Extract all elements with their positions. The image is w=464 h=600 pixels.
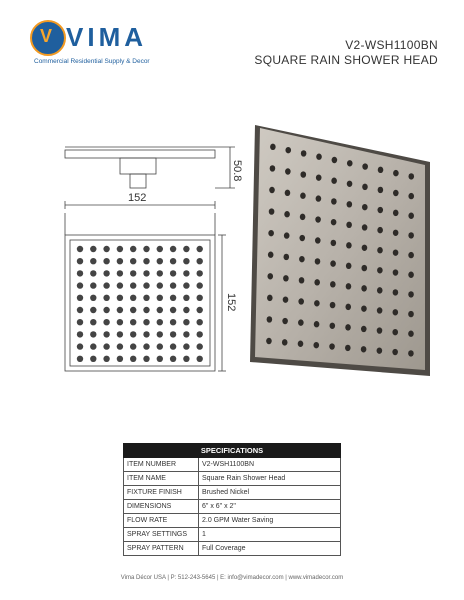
nozzle-hole xyxy=(268,230,274,236)
table-row xyxy=(124,486,341,500)
nozzle-hole xyxy=(77,356,83,362)
nozzle-hole xyxy=(157,295,163,301)
nozzle-hole xyxy=(347,160,353,166)
nozzle-hole xyxy=(90,331,96,337)
nozzle-hole xyxy=(377,267,383,273)
nozzle-hole xyxy=(90,307,96,313)
nozzle-hole xyxy=(362,184,368,190)
nozzle-hole xyxy=(268,252,274,258)
nozzle-hole xyxy=(130,307,136,313)
nozzle-hole xyxy=(330,302,336,308)
nozzle-hole xyxy=(143,307,149,313)
nozzle-hole xyxy=(377,287,383,293)
nozzle-hole xyxy=(117,258,123,264)
spec-value: 1 xyxy=(199,528,341,542)
nozzle-hole xyxy=(170,270,176,276)
nozzle-hole xyxy=(377,347,383,353)
nozzle-hole xyxy=(130,282,136,288)
nozzle-hole xyxy=(393,289,399,295)
brand-logo xyxy=(30,20,200,70)
nozzle-hole xyxy=(347,201,353,207)
nozzle-hole xyxy=(361,305,367,311)
nozzle-hole xyxy=(285,190,291,196)
nozzle-hole xyxy=(285,168,291,174)
spec-value: 2.0 GPM Water Saving xyxy=(199,514,341,528)
nozzle-hole xyxy=(346,242,352,248)
nozzle-hole xyxy=(345,324,351,330)
nozzle-hole xyxy=(103,356,109,362)
nozzle-hole xyxy=(300,214,306,220)
nozzle-hole xyxy=(347,181,353,187)
nozzle-hole xyxy=(90,246,96,252)
nozzle-hole xyxy=(183,246,189,252)
spec-label: FLOW RATE xyxy=(124,514,199,528)
nozzle-hole xyxy=(130,258,136,264)
nozzle-hole xyxy=(170,295,176,301)
nozzle-hole xyxy=(157,258,163,264)
nozzle-hole xyxy=(197,319,203,325)
logo-tagline: Commercial Residential Supply & Decor xyxy=(34,58,150,65)
nozzle-hole xyxy=(299,277,305,283)
table-row xyxy=(124,458,341,472)
nozzle-hole xyxy=(267,295,273,301)
nozzle-hole xyxy=(197,258,203,264)
nozzle-hole xyxy=(330,281,336,287)
nozzle-hole xyxy=(299,256,305,262)
product-title: SQUARE RAIN SHOWER HEAD xyxy=(254,53,438,67)
nozzle-hole xyxy=(130,295,136,301)
nozzle-hole xyxy=(408,193,414,199)
nozzle-hole xyxy=(77,331,83,337)
nozzle-hole xyxy=(117,343,123,349)
nozzle-hole xyxy=(362,204,368,210)
nozzle-hole xyxy=(392,329,398,335)
nozzle-hole xyxy=(117,295,123,301)
nozzle-hole xyxy=(301,150,307,156)
nozzle-hole xyxy=(361,326,367,332)
nozzle-hole xyxy=(157,282,163,288)
nozzle-hole xyxy=(103,319,109,325)
nozzle-hole xyxy=(130,356,136,362)
nozzle-hole xyxy=(170,331,176,337)
nozzle-hole xyxy=(300,171,306,177)
nozzle-hole xyxy=(314,300,320,306)
nozzle-hole xyxy=(183,258,189,264)
nozzle-hole xyxy=(362,245,368,251)
nozzle-hole xyxy=(143,258,149,264)
nozzle-hole xyxy=(170,246,176,252)
nozzle-hole xyxy=(117,270,123,276)
nozzle-hole xyxy=(130,270,136,276)
nozzle-hole xyxy=(408,331,414,337)
nozzle-hole xyxy=(130,319,136,325)
nozzle-hole xyxy=(393,269,399,275)
nozzle-hole xyxy=(408,291,414,297)
nozzle-hole xyxy=(117,246,123,252)
nozzle-hole xyxy=(143,319,149,325)
nozzle-hole xyxy=(408,252,414,258)
spec-value: Full Coverage xyxy=(199,542,341,556)
nozzle-hole xyxy=(345,345,351,351)
nozzle-hole xyxy=(117,307,123,313)
nozzle-hole xyxy=(130,246,136,252)
spec-label: FIXTURE FINISH xyxy=(124,486,199,500)
nozzle-hole xyxy=(283,254,289,260)
nozzle-hole xyxy=(315,237,321,243)
spec-label: ITEM NUMBER xyxy=(124,458,199,472)
side-view-plate xyxy=(65,150,215,158)
nozzle-hole xyxy=(77,319,83,325)
technical-drawing xyxy=(40,125,243,385)
nozzle-hole xyxy=(393,249,399,255)
nozzle-hole xyxy=(183,307,189,313)
nozzle-hole xyxy=(143,270,149,276)
nozzle-hole xyxy=(90,295,96,301)
logo-initial: V xyxy=(39,26,52,46)
width-dimension-label: 152 xyxy=(128,192,147,204)
nozzle-hole xyxy=(393,309,399,315)
nozzle-hole xyxy=(197,307,203,313)
nozzle-hole xyxy=(346,263,352,269)
nozzle-hole xyxy=(362,163,368,169)
nozzle-hole xyxy=(170,319,176,325)
nozzle-hole xyxy=(332,157,338,163)
nozzle-hole xyxy=(183,282,189,288)
nozzle-hole xyxy=(378,187,384,193)
table-row xyxy=(124,472,341,486)
nozzle-hole xyxy=(313,342,319,348)
nozzle-hole xyxy=(300,193,306,199)
nozzle-hole xyxy=(197,343,203,349)
nozzle-hole xyxy=(346,283,352,289)
nozzle-hole xyxy=(90,343,96,349)
nozzle-hole xyxy=(345,304,351,310)
spec-value: V2-WSH1100BN xyxy=(199,458,341,472)
nozzle-grid-drawing xyxy=(77,246,203,362)
nozzle-hole xyxy=(143,282,149,288)
nozzle-hole xyxy=(331,178,337,184)
nozzle-hole xyxy=(377,327,383,333)
nozzle-hole xyxy=(183,343,189,349)
nozzle-hole xyxy=(270,165,276,171)
nozzle-hole xyxy=(377,247,383,253)
nozzle-hole xyxy=(361,346,367,352)
nozzle-hole xyxy=(103,343,109,349)
nozzle-hole xyxy=(183,270,189,276)
footer-contact: Vima Décor USA | P: 512-243-5645 | E: info@vimadecor.com | www.vimadecor.com xyxy=(120,575,344,581)
nozzle-hole xyxy=(377,307,383,313)
nozzle-hole xyxy=(331,240,337,246)
nozzle-hole xyxy=(143,343,149,349)
nozzle-hole xyxy=(157,331,163,337)
nozzle-hole xyxy=(117,356,123,362)
nozzle-hole xyxy=(183,331,189,337)
nozzle-hole xyxy=(170,343,176,349)
nozzle-hole xyxy=(330,260,336,266)
nozzle-hole xyxy=(392,349,398,355)
nozzle-hole xyxy=(393,170,399,176)
nozzle-hole xyxy=(377,207,383,213)
nozzle-hole xyxy=(377,227,383,233)
nozzle-hole xyxy=(130,331,136,337)
nozzle-hole xyxy=(170,282,176,288)
nozzle-hole xyxy=(393,230,399,236)
nozzle-hole xyxy=(284,232,290,238)
nozzle-hole xyxy=(117,319,123,325)
nozzle-hole xyxy=(298,341,304,347)
specifications-title: SPECIFICATIONS xyxy=(124,444,341,458)
nozzle-hole xyxy=(77,246,83,252)
nozzle-hole xyxy=(315,258,321,264)
nozzle-hole xyxy=(77,270,83,276)
nozzle-hole xyxy=(314,321,320,327)
nozzle-hole xyxy=(408,272,414,278)
nozzle-hole xyxy=(77,295,83,301)
nozzle-hole xyxy=(316,195,322,201)
nozzle-hole xyxy=(267,316,273,322)
spec-value: Square Rain Shower Head xyxy=(199,472,341,486)
nozzle-hole xyxy=(103,331,109,337)
nozzle-hole xyxy=(117,282,123,288)
spec-label: SPRAY SETTINGS xyxy=(124,528,199,542)
nozzle-hole xyxy=(157,356,163,362)
spec-label: ITEM NAME xyxy=(124,472,199,486)
nozzle-hole xyxy=(408,173,414,179)
nozzle-hole xyxy=(299,235,305,241)
nozzle-hole xyxy=(284,211,290,217)
nozzle-hole xyxy=(157,307,163,313)
nozzle-hole xyxy=(361,265,367,271)
nozzle-hole xyxy=(331,198,337,204)
nozzle-hole xyxy=(298,319,304,325)
nozzle-hole xyxy=(103,246,109,252)
specifications-table xyxy=(123,443,341,556)
spec-label: SPRAY PATTERN xyxy=(124,542,199,556)
nozzle-hole xyxy=(170,307,176,313)
nozzle-hole xyxy=(316,154,322,160)
nozzle-hole xyxy=(157,270,163,276)
nozzle-hole xyxy=(143,246,149,252)
nozzle-hole xyxy=(90,356,96,362)
nozzle-hole xyxy=(283,296,289,302)
table-row xyxy=(124,542,341,556)
nozzle-hole xyxy=(197,246,203,252)
nozzle-hole xyxy=(103,282,109,288)
nozzle-hole xyxy=(77,258,83,264)
nozzle-hole xyxy=(408,232,414,238)
nozzle-hole xyxy=(331,219,337,225)
nozzle-hole xyxy=(269,187,275,193)
nozzle-hole xyxy=(282,339,288,345)
depth-dimension-label: 152 xyxy=(225,293,237,312)
side-view-connector xyxy=(130,174,146,188)
nozzle-hole xyxy=(330,323,336,329)
nozzle-hole xyxy=(90,258,96,264)
nozzle-hole xyxy=(90,270,96,276)
nozzle-hole xyxy=(269,208,275,214)
logo-wordmark: VIMA xyxy=(66,22,147,52)
nozzle-hole xyxy=(90,282,96,288)
nozzle-hole xyxy=(314,279,320,285)
nozzle-hole xyxy=(408,311,414,317)
nozzle-hole xyxy=(103,270,109,276)
nozzle-hole xyxy=(361,285,367,291)
spec-value: 6" x 6" x 2" xyxy=(199,500,341,514)
nozzle-hole xyxy=(117,331,123,337)
nozzle-hole xyxy=(362,224,368,230)
nozzle-hole xyxy=(170,356,176,362)
table-row xyxy=(124,528,341,542)
nozzle-hole xyxy=(298,298,304,304)
nozzle-hole xyxy=(282,318,288,324)
nozzle-hole xyxy=(283,275,289,281)
nozzle-hole xyxy=(197,356,203,362)
table-row xyxy=(124,514,341,528)
product-photo xyxy=(240,120,440,380)
nozzle-hole xyxy=(103,295,109,301)
nozzle-hole xyxy=(197,282,203,288)
shower-head-face xyxy=(255,128,425,370)
nozzle-hole xyxy=(130,343,136,349)
nozzle-hole xyxy=(408,213,414,219)
nozzle-hole xyxy=(315,216,321,222)
nozzle-hole xyxy=(270,144,276,150)
nozzle-hole xyxy=(266,338,272,344)
nozzle-hole xyxy=(183,356,189,362)
nozzle-hole xyxy=(157,246,163,252)
nozzle-hole xyxy=(267,273,273,279)
nozzle-hole xyxy=(197,270,203,276)
nozzle-hole xyxy=(77,343,83,349)
nozzle-hole xyxy=(103,258,109,264)
nozzle-hole xyxy=(183,319,189,325)
nozzle-hole xyxy=(143,331,149,337)
height-dimension-label: 50.8 xyxy=(231,160,243,182)
nozzle-hole xyxy=(103,307,109,313)
nozzle-hole xyxy=(393,190,399,196)
nozzle-hole xyxy=(285,147,291,153)
spec-label: DIMENSIONS xyxy=(124,500,199,514)
model-number: V2-WSH1100BN xyxy=(345,38,438,52)
table-row xyxy=(124,500,341,514)
nozzle-hole xyxy=(77,307,83,313)
nozzle-hole xyxy=(197,295,203,301)
nozzle-hole xyxy=(157,343,163,349)
nozzle-hole xyxy=(183,295,189,301)
nozzle-hole xyxy=(90,319,96,325)
nozzle-hole xyxy=(408,350,414,356)
nozzle-hole xyxy=(77,282,83,288)
side-view-body xyxy=(120,158,156,174)
nozzle-hole xyxy=(143,356,149,362)
nozzle-hole xyxy=(170,258,176,264)
nozzle-hole xyxy=(316,174,322,180)
nozzle-hole xyxy=(393,210,399,216)
nozzle-hole xyxy=(378,167,384,173)
nozzle-hole xyxy=(329,343,335,349)
nozzle-hole xyxy=(157,319,163,325)
nozzle-hole xyxy=(197,331,203,337)
nozzle-hole xyxy=(346,222,352,228)
nozzle-hole xyxy=(143,295,149,301)
top-view-outline xyxy=(65,235,215,371)
spec-value: Brushed Nickel xyxy=(199,486,341,500)
